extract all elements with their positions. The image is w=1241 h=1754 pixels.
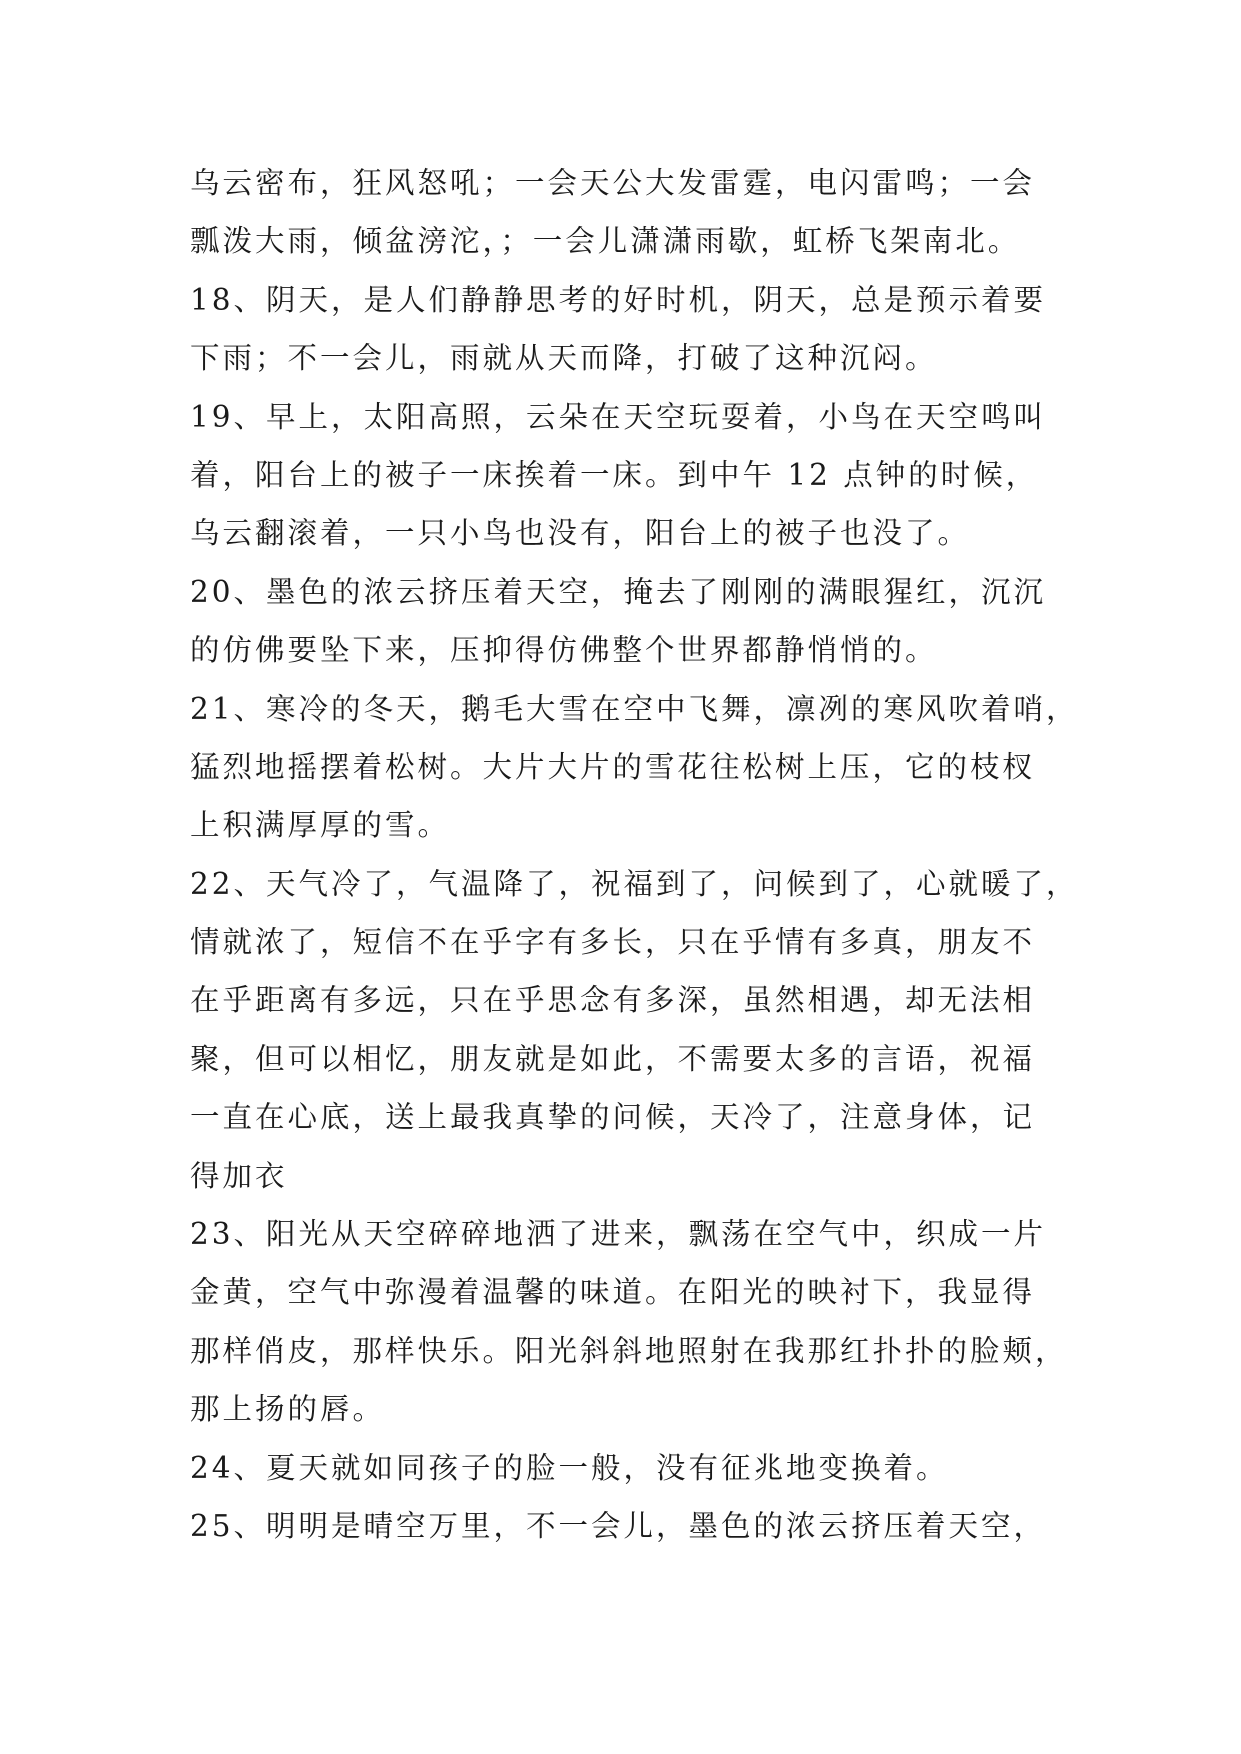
text-line: 20、墨色的浓云挤压着天空，掩去了刚刚的满眼猩红，沉沉: [190, 574, 1047, 609]
text-line: 着，阳台上的被子一床挨着一床。到中午 12 点钟的时候，: [190, 457, 1039, 492]
text-line: 21、寒冷的冬天，鹅毛大雪在空中飞舞，凛冽的寒风吹着哨，: [190, 691, 1079, 726]
text-line: 金黄，空气中弥漫着温馨的味道。在阳光的映衬下，我显得: [190, 1275, 1036, 1310]
text-line: 猛烈地摇摆着松树。大片大片的雪花往松树上压，它的枝杈: [190, 749, 1036, 784]
text-line: 得加衣: [190, 1158, 288, 1193]
text-line: 一直在心底，送上最我真挚的问候，天冷了，注意身体，记: [190, 1100, 1036, 1135]
text-line: 那样俏皮，那样快乐。阳光斜斜地照射在我那红扑扑的脸颊，: [190, 1333, 1068, 1368]
text-line: 瓢泼大雨，倾盆滂沱，；一会儿潇潇雨歇，虹桥飞架南北。: [190, 224, 1021, 259]
text-line: 25、明明是晴空万里，不一会儿，墨色的浓云挤压着天空，: [190, 1508, 1047, 1543]
text-line: 聚，但可以相忆，朋友就是如此，不需要太多的言语，祝福: [190, 1041, 1036, 1076]
body-text: [190, 154, 1079, 1555]
text-line: 24、夏天就如同孩子的脸一般，没有征兆地变换着。: [190, 1450, 949, 1485]
text-line: 的仿佛要坠下来，压抑得仿佛整个世界都静悄悄的。: [190, 633, 938, 668]
text-line: 22、天气冷了，气温降了，祝福到了，问候到了，心就暖了，: [190, 866, 1079, 901]
text-line: 乌云翻滚着，一只小鸟也没有，阳台上的被子也没了。: [190, 516, 971, 551]
text-line: 那上扬的唇。: [190, 1392, 386, 1427]
text-line: 上积满厚厚的雪。: [190, 808, 451, 843]
text-line: 19、早上，太阳高照，云朵在天空玩耍着，小鸟在天空鸣叫: [190, 399, 1047, 434]
text-line: 下雨；不一会儿，雨就从天而降，打破了这种沉闷。: [190, 341, 938, 376]
text-line: 18、阴天，是人们静静思考的好时机，阴天，总是预示着要: [190, 282, 1047, 317]
text-line: 在乎距离有多远，只在乎思念有多深，虽然相遇，却无法相: [190, 983, 1036, 1018]
text-line: 情就浓了，短信不在乎字有多长，只在乎情有多真，朋友不: [190, 925, 1036, 960]
text-line: 乌云密布，狂风怒吼；一会天公大发雷霆，电闪雷鸣；一会: [190, 166, 1036, 200]
text-line: 23、阳光从天空碎碎地洒了进来，飘荡在空气中，织成一片: [190, 1217, 1047, 1252]
